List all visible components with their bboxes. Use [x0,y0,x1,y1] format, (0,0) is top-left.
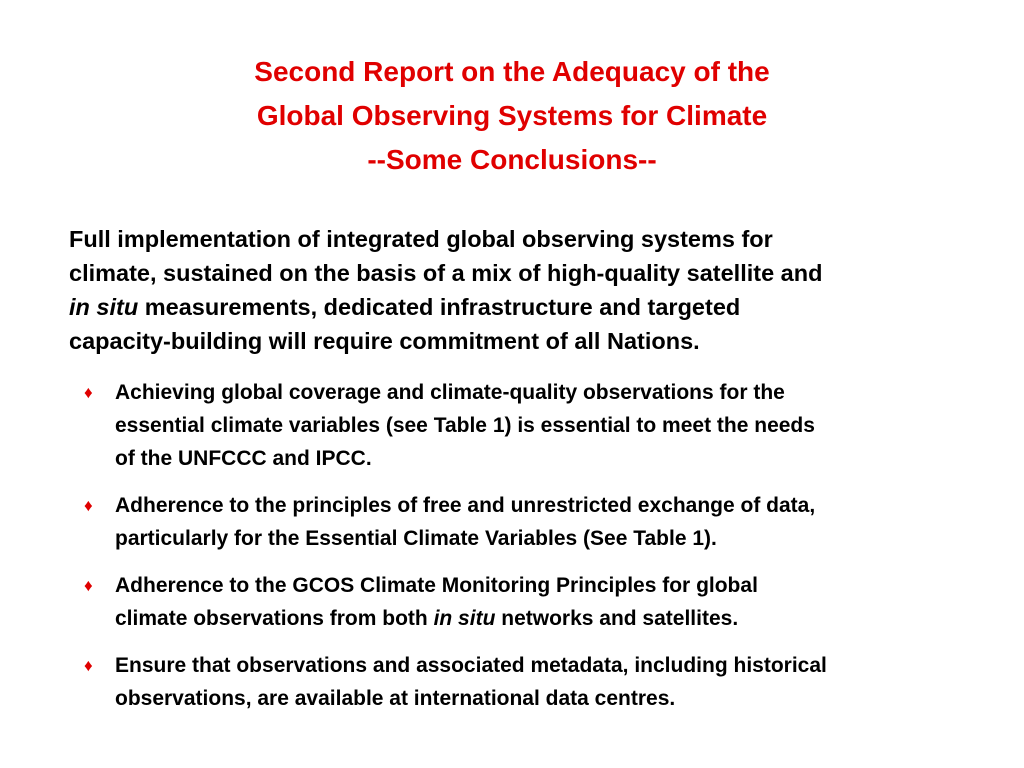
bullet-2-line-2: particularly for the Essential Climate Variables (See Table 1). [115,527,717,550]
intro-line-4: capacity-building will require commitment of all Nations. [69,328,700,354]
conclusions-list [84,376,1004,729]
intro-paragraph [69,222,999,358]
slide-title [0,50,1024,182]
diamond-bullet-icon: ♦ [84,656,93,675]
list-item [84,649,1004,715]
title-line-2: Global Observing Systems for Climate [256,100,768,131]
title-line-1: Second Report on the Adequacy of the [254,56,770,87]
list-item [84,376,1004,475]
bullet-3-line-1: Adherence to the GCOS Climate Monitoring Principles for global [115,574,758,597]
bullet-3-line-2-end: networks and satellites. [495,607,739,630]
intro-italic-term: in situ [69,294,139,320]
intro-line-1: Full implementation of integrated global observing systems for [69,226,773,252]
list-item [84,489,1004,555]
bullet-3-line-2-start: climate observations from both [115,607,434,630]
diamond-bullet-icon: ♦ [84,383,93,402]
diamond-bullet-icon: ♦ [84,496,93,515]
intro-line-3 [69,290,999,324]
bullet-1-line-2: essential climate variables (see Table 1) is essential to meet the needs [115,414,815,437]
diamond-bullet-icon: ♦ [84,576,93,595]
intro-line-2: climate, sustained on the basis of a mix of high-quality satellite and [69,260,823,286]
list-item [84,569,1004,635]
bullet-1-line-3: of the UNFCCC and IPCC. [115,447,372,470]
bullet-1-line-1: Achieving global coverage and climate-quality observations for the [115,381,785,404]
bullet-4-line-1: Ensure that observations and associated metadata, including historical [115,654,827,677]
bullet-3-line-2 [115,602,1004,635]
bullet-3-italic-term: in situ [433,607,496,630]
title-line-3: --Some Conclusions-- [367,144,657,175]
intro-line-3-rest: measurements, dedicated infrastructure and targeted [138,294,741,320]
bullet-4-line-2: observations, are available at international data centres. [115,687,676,710]
bullet-2-line-1: Adherence to the principles of free and unrestricted exchange of data, [115,494,816,517]
